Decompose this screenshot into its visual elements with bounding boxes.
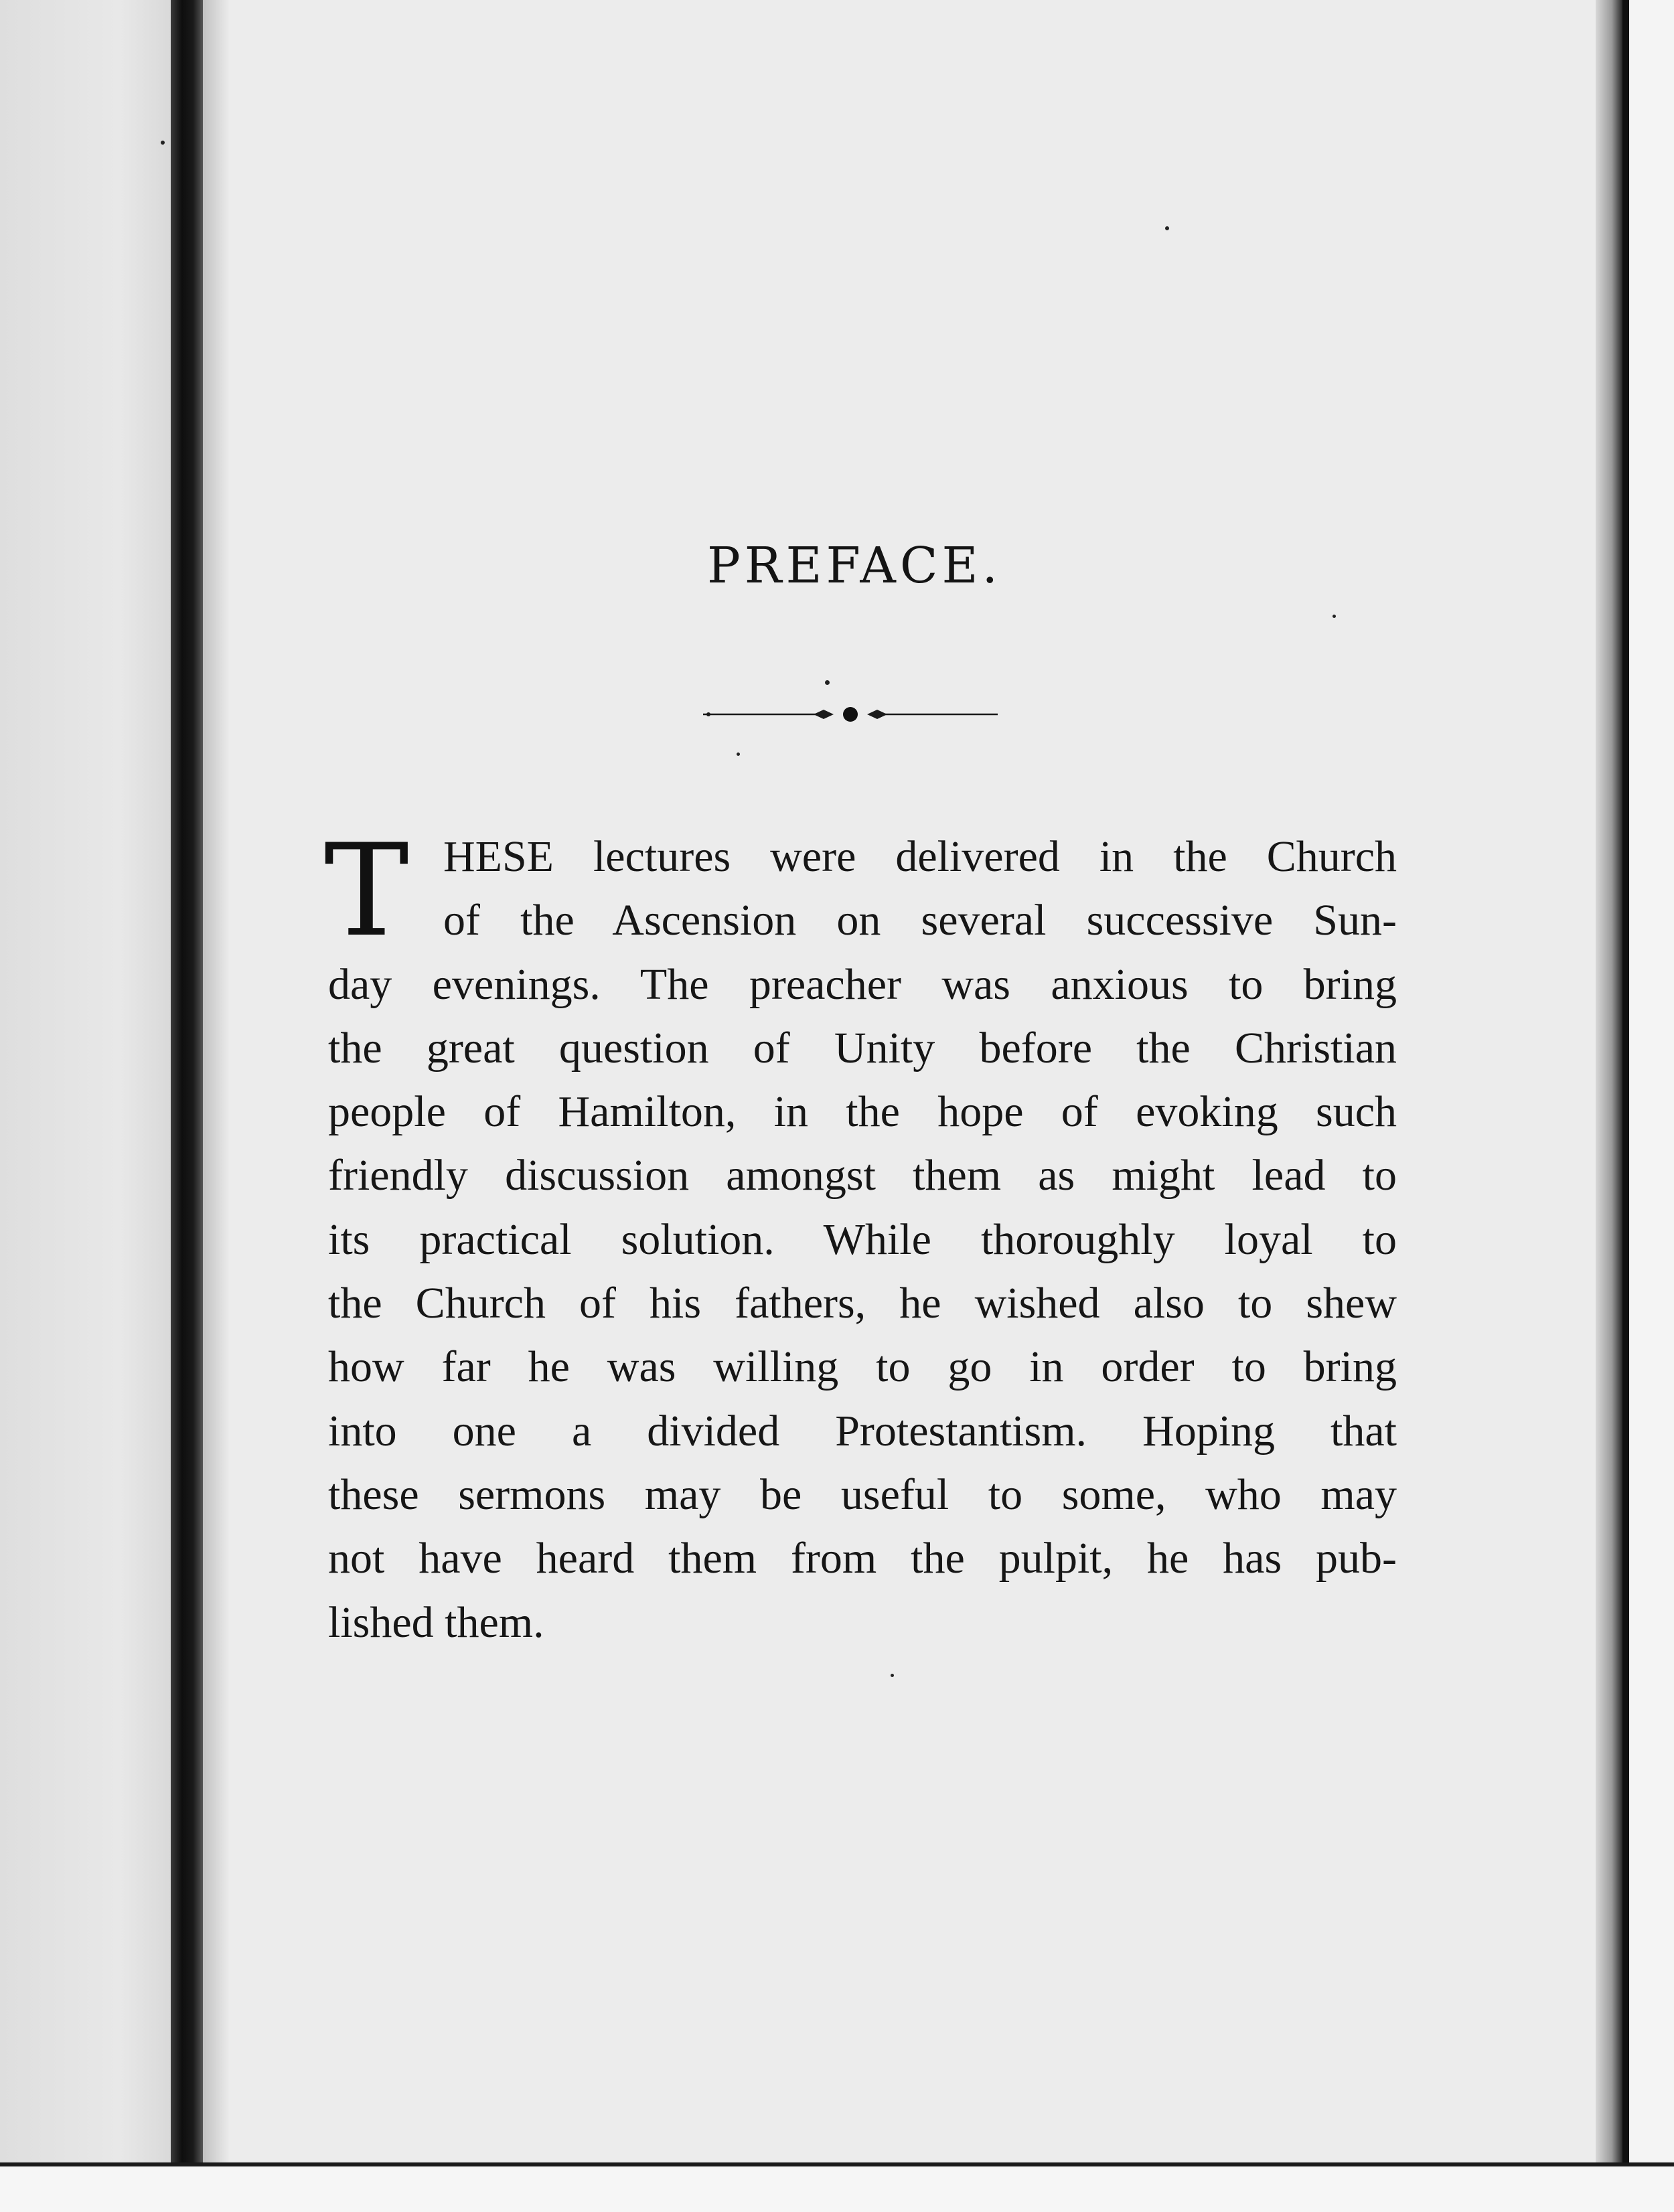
scan-margin-bottom [0, 2162, 1674, 2212]
scan-margin-right [1622, 0, 1674, 2212]
dust-speck [825, 680, 830, 685]
text-line: of the Ascension on several successive Sun- [443, 896, 1397, 945]
text-line: the great question of Unity before the Christian [328, 1023, 1397, 1073]
text-line: friendly discussion amongst them as might lead to [328, 1151, 1397, 1200]
dust-speck [891, 1674, 894, 1677]
dust-speck [1165, 226, 1169, 230]
dust-speck [1333, 615, 1336, 618]
drop-cap-letter: T [324, 817, 409, 965]
preface-paragraph [328, 825, 1397, 1654]
page-right-edge [1596, 0, 1622, 2212]
text-line: these sermons may be useful to some, who may [328, 1470, 1397, 1519]
text-line: day evenings. The preacher was anxious to bring [328, 959, 1397, 1009]
text-line: people of Hamilton, in the hope of evoking such [328, 1087, 1397, 1137]
dust-speck [737, 753, 740, 756]
text-line: its practical solution. While thoroughly loyal to [328, 1214, 1397, 1264]
binding-gutter [171, 0, 203, 2212]
text-line: how far he was willing to go in order to bring [328, 1342, 1397, 1392]
text-line: lished them. [328, 1597, 544, 1647]
text-line: the Church of his fathers, he wished also to shew [328, 1279, 1397, 1328]
gutter-shadow [203, 0, 230, 2212]
dust-speck [161, 141, 165, 145]
page-title: PREFACE. [706, 537, 1002, 595]
ornamental-rule [703, 704, 998, 724]
text-line: into one a divided Protestantism. Hoping that [328, 1406, 1397, 1455]
facing-page-edge [0, 0, 171, 2212]
text-line: HESE lectures were delivered in the Church [443, 832, 1397, 881]
text-line: not have heard them from the pulpit, he has pub- [328, 1534, 1397, 1583]
